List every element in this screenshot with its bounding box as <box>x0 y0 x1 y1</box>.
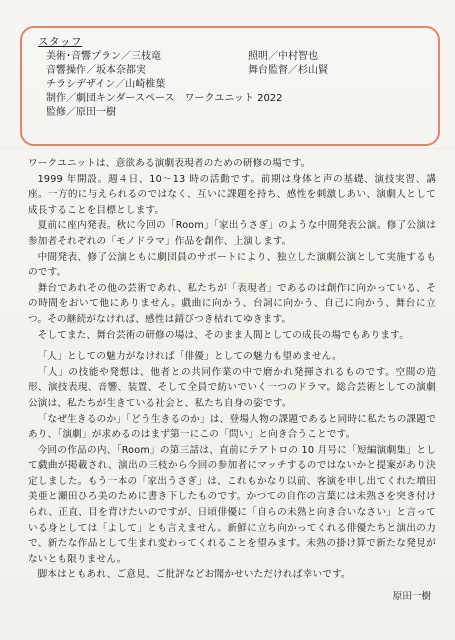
staff-credit-production: 制作／劇団キンダースペース ワークユニット 2022 <box>46 93 283 104</box>
staff-credit-sound-operation: 音響操作／坂本奈都実 <box>46 65 146 76</box>
paragraph-works: 今回の作品の内、「Room」の第三話は、直前にテアトロの 10 月号に「短編演劇集」として戯曲が掲載され、演出の三枝から今回の参加者にマッチするのではないかと提案があり決定しました。もう一本の「家出うさぎ」は、これもかなり以前、客演を申し出てくれた増田美亜と瀬田ひろ美のために書き下したものです。かつての自作の言葉には未熟さを突き付けられ、正直、目を背けたいのですが、日頃俳優に「自らの未熟と向き合いなさい」と言っている身としては「よして」とも言えません。新鮮に立ち向かってくれる俳優たちと演出の力で、新たな作品として生まれ変わってくれることを望みます。未熟の掛け算で新たな発見がないとも限りません。 <box>28 444 437 565</box>
paper-fold <box>0 148 455 149</box>
staff-credits-box <box>20 26 440 146</box>
paragraph-intro: ワークユニットは、意欲ある演劇表現者のための研修の場です。 <box>28 158 311 169</box>
paragraph-charm: 「人」としての魅力がなければ「俳優」としての魅力も望めません。 <box>37 351 342 363</box>
essay-body <box>28 156 436 583</box>
staff-credit-supervision: 監修／原田一樹 <box>46 107 116 118</box>
author-signature: 原田一樹 <box>392 591 431 602</box>
paragraph-question: 「なぜ生きるのか」「どう生きるのか」は、登場人物の課題であると同時に私たちの課題であり、「演劇」が求めるのはまず第一にこの「問い」と向き合うことです。 <box>28 413 436 441</box>
paragraph-support: 中間発表、修了公演ともに劇団員のサポートにより、独立した演劇公演として実施するものです。 <box>28 251 436 279</box>
paragraph-growth: そしてまた、舞台芸術の研修の場は、そのまま人間としての成長の場でもあります。 <box>37 329 409 341</box>
paragraph-performances: 夏前に座内発表。秋に今回の「Room」「家出うさぎ」のような中間発表公演。修了公演は参加者それぞれの「モノドラマ」作品を創作、上演します。 <box>28 220 436 247</box>
paragraph-creation: 舞台であれその他の芸術であれ、私たちが「表現者」であるのは創作に向かっている、その時間をおいて他にありません。戯曲に向かう、台詞に向かう、自己に向かう、舞台に立つ。その継続がなければ、感性は錆びつき枯れてゆきます。 <box>28 282 436 325</box>
staff-credit-stage-manager: 舞台監督／杉山賢 <box>248 65 328 76</box>
staff-credit-lighting: 照明／中村智也 <box>248 51 318 62</box>
paragraph-closing: 脚本はともあれ、ご意見、ご批評などお聞かせいただければ幸いです。 <box>37 569 351 581</box>
staff-heading: スタッフ <box>38 36 82 48</box>
paragraph-collaboration: 「人」の技能や発想は、他者との共同作業の中で磨かれ発揮されるものです。空間の造形、演技表現、音響、装置、そして全員で紡いでいく一つのドラマ。総合芸術としての演劇公演は、私たちが生きている社会と、私たち自身の姿です。 <box>28 366 436 409</box>
staff-credit-art-sound: 美術･音響プラン／三枝竜 <box>46 51 161 62</box>
paragraph-founding: 1999 年開設。週４日、10～13 時の活動です。前期は身体と声の基礎、演技実習、講座。一方的に与えられるのではなく、互いに課題を持ち、感性を刺激しあい、演劇人として成長することを目標とします。 <box>28 173 436 216</box>
staff-credit-flyer-design: チラシデザイン／山崎椎葉 <box>46 79 166 90</box>
